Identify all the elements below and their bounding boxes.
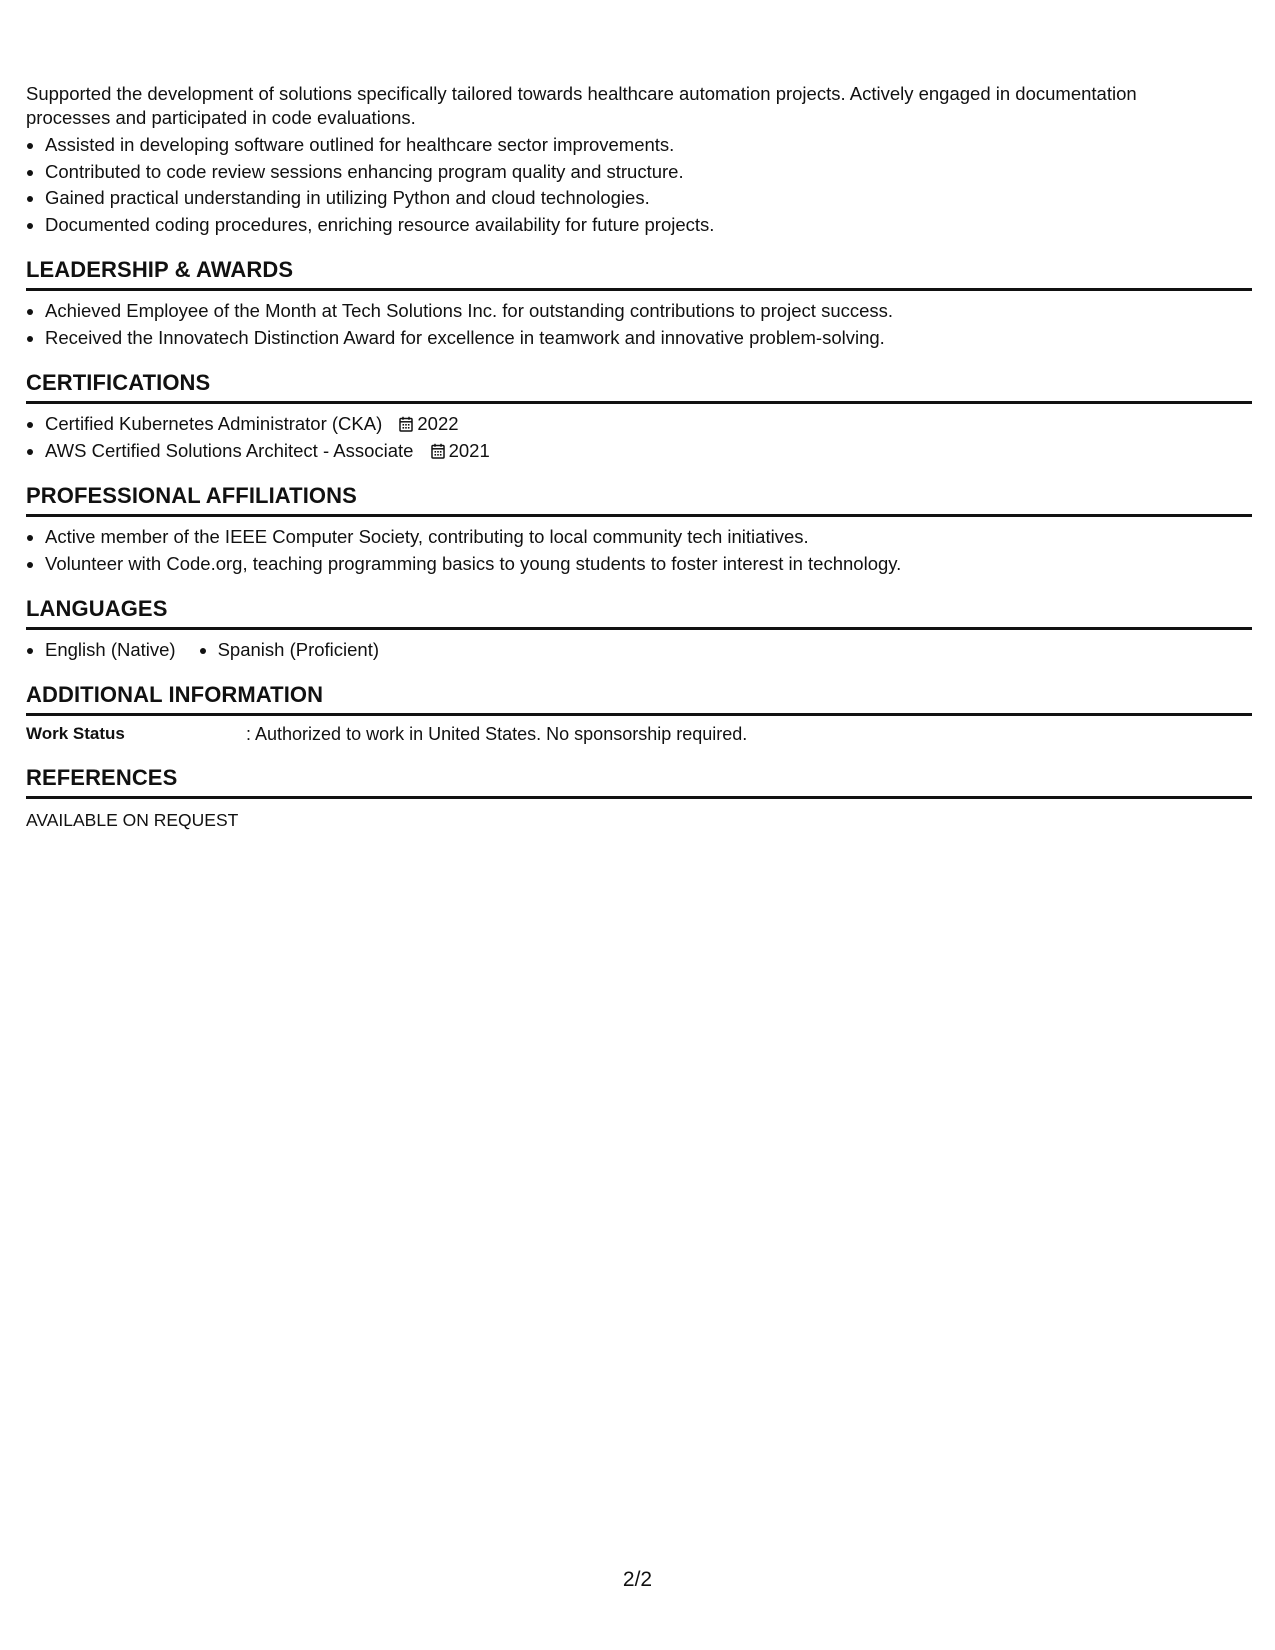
work-status-row — [26, 722, 1252, 746]
list-item: • Contributed to code review sessions enhancing program quality and structure. — [45, 159, 1252, 186]
certification-date — [399, 411, 458, 438]
list-item: • Volunteer with Code.org, teaching programming basics to young students to foster interest in technology. — [45, 551, 1252, 578]
certifications-section — [26, 369, 1252, 464]
languages-section — [26, 595, 1252, 663]
section-title-certifications: CERTIFICATIONS — [26, 369, 1252, 404]
language-item: • Spanish (Proficient) — [218, 637, 379, 663]
certification-item — [45, 438, 1252, 465]
certifications-list — [26, 411, 1252, 464]
references-section — [26, 764, 1252, 832]
languages-list — [26, 637, 1252, 663]
section-title-additional-info: ADDITIONAL INFORMATION — [26, 681, 1252, 716]
list-item: • Documented coding procedures, enriching resource availability for future projects. — [45, 212, 1252, 239]
leadership-section — [26, 256, 1252, 351]
certification-name: AWS Certified Solutions Architect - Associate — [45, 439, 414, 461]
work-status-label: Work Status — [26, 724, 125, 743]
section-title-leadership: LEADERSHIP & AWARDS — [26, 256, 1252, 291]
certification-date — [431, 438, 490, 465]
list-item: • Received the Innovatech Distinction Award for excellence in teamwork and innovative problem-solving. — [45, 325, 1252, 352]
section-title-references: REFERENCES — [26, 764, 1252, 799]
experience-bullets — [26, 132, 1252, 238]
language-item: • English (Native) — [45, 637, 176, 663]
leadership-list — [26, 298, 1252, 351]
section-title-affiliations: PROFESSIONAL AFFILIATIONS — [26, 482, 1252, 517]
work-status-value: : Authorized to work in United States. No sponsorship required. — [246, 724, 748, 744]
section-title-languages: LANGUAGES — [26, 595, 1252, 630]
certification-year: 2021 — [448, 439, 490, 461]
resume-page — [26, 82, 1252, 832]
list-item: • Gained practical understanding in utilizing Python and cloud technologies. — [45, 185, 1252, 212]
references-text: AVAILABLE ON REQUEST — [26, 810, 239, 830]
experience-summary: Supported the development of solutions specifically tailored towards healthcare automation projects. Actively engaged in documentation processes and participated in code evaluations. — [26, 83, 1137, 128]
additional-info-section — [26, 681, 1252, 746]
calendar-icon — [399, 416, 413, 432]
list-item: • Active member of the IEEE Computer Society, contributing to local community tech initiatives. — [45, 524, 1252, 551]
certification-name: Certified Kubernetes Administrator (CKA) — [45, 413, 383, 434]
affiliations-section — [26, 482, 1252, 577]
page-number: 2/2 — [622, 1568, 653, 1591]
affiliations-list — [26, 524, 1252, 577]
list-item: • Assisted in developing software outlined for healthcare sector improvements. — [45, 132, 1252, 159]
list-item: • Achieved Employee of the Month at Tech Solutions Inc. for outstanding contributions to project success. — [45, 298, 1252, 325]
calendar-icon — [431, 443, 445, 459]
certification-year: 2022 — [417, 413, 459, 434]
certification-item — [45, 411, 1252, 438]
